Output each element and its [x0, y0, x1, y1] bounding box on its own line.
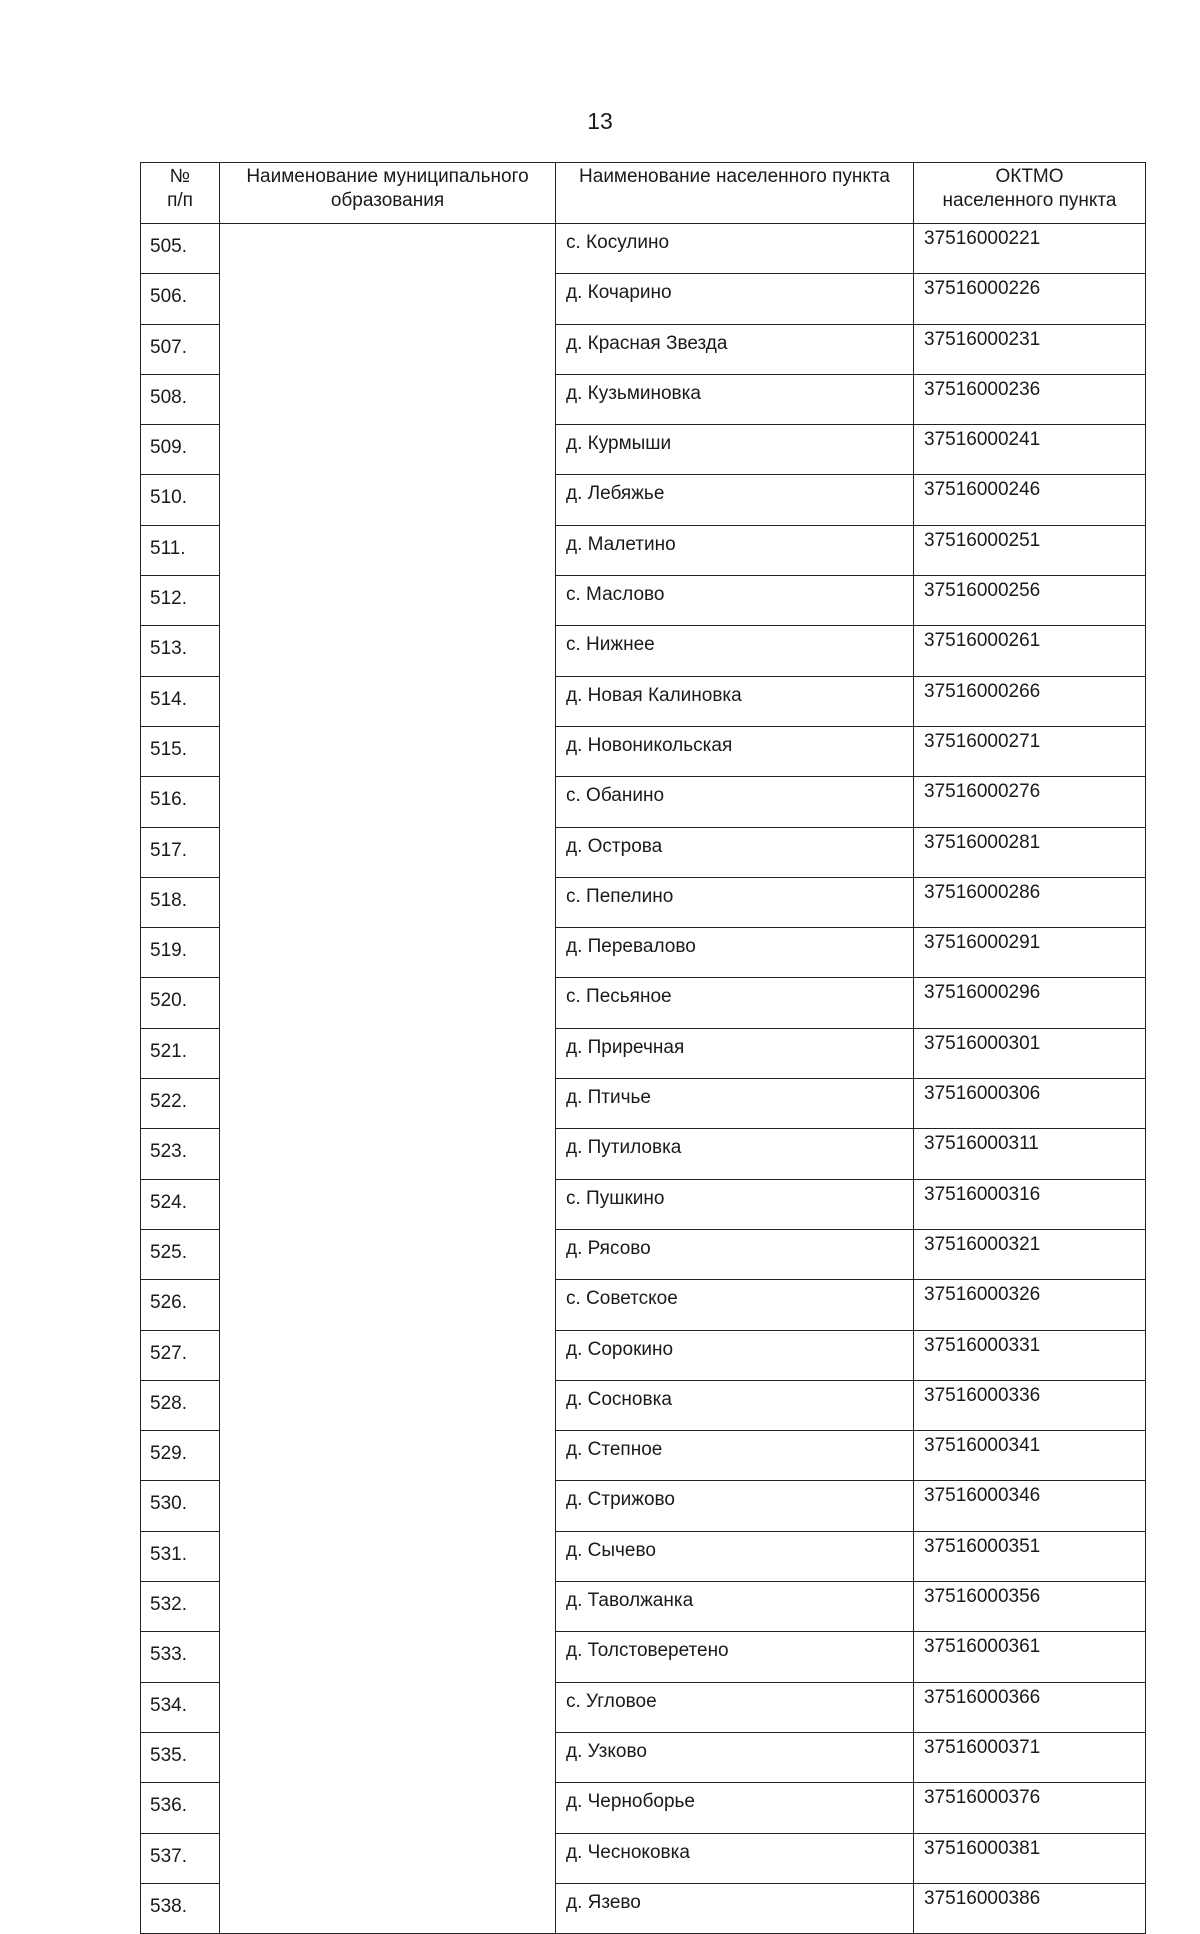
header-municipality-line2: образования: [330, 190, 445, 211]
settlements-table: [140, 162, 1146, 1934]
oktmo-code: 37516000281: [914, 827, 1146, 877]
row-number: 534.: [141, 1682, 220, 1732]
settlement-name: с. Угловое: [556, 1682, 914, 1732]
oktmo-code: 37516000376: [914, 1783, 1146, 1833]
row-number: 506.: [141, 274, 220, 324]
oktmo-code: 37516000291: [914, 928, 1146, 978]
municipality-cell: [220, 224, 556, 1934]
settlement-name: д. Стрижово: [556, 1481, 914, 1531]
row-number: 528.: [141, 1380, 220, 1430]
row-number: 519.: [141, 928, 220, 978]
header-oktmo: [914, 163, 1146, 224]
settlement-name: д. Кузьминовка: [556, 374, 914, 424]
row-number: 512.: [141, 576, 220, 626]
table-row: [141, 224, 1146, 274]
oktmo-code: 37516000256: [914, 576, 1146, 626]
oktmo-code: 37516000351: [914, 1531, 1146, 1581]
header-municipality-line1: Наименование муниципального: [246, 166, 529, 187]
settlement-name: д. Малетино: [556, 525, 914, 575]
settlement-name: д. Таволжанка: [556, 1582, 914, 1632]
oktmo-code: 37516000306: [914, 1079, 1146, 1129]
oktmo-code: 37516000261: [914, 626, 1146, 676]
oktmo-code: 37516000331: [914, 1330, 1146, 1380]
row-number: 536.: [141, 1783, 220, 1833]
row-number: 518.: [141, 877, 220, 927]
header-number-line1: №: [169, 166, 191, 187]
header-settlement: [556, 163, 914, 224]
row-number: 521.: [141, 1028, 220, 1078]
header-oktmo-line1: ОКТМО: [995, 166, 1064, 187]
settlement-name: с. Песьяное: [556, 978, 914, 1028]
row-number: 510.: [141, 475, 220, 525]
oktmo-code: 37516000381: [914, 1833, 1146, 1883]
header-oktmo-line2: населенного пункта: [942, 190, 1117, 211]
row-number: 535.: [141, 1732, 220, 1782]
row-number: 538.: [141, 1883, 220, 1933]
settlement-name: д. Красная Звезда: [556, 324, 914, 374]
table-body: [141, 224, 1146, 1934]
row-number: 516.: [141, 777, 220, 827]
oktmo-code: 37516000366: [914, 1682, 1146, 1732]
row-number: 505.: [141, 224, 220, 274]
settlement-name: д. Перевалово: [556, 928, 914, 978]
settlement-name: д. Сорокино: [556, 1330, 914, 1380]
oktmo-code: 37516000386: [914, 1883, 1146, 1933]
oktmo-code: 37516000336: [914, 1380, 1146, 1430]
settlement-name: с. Маслово: [556, 576, 914, 626]
row-number: 531.: [141, 1531, 220, 1581]
header-number-line2: п/п: [167, 190, 193, 211]
table-header-row: [141, 163, 1146, 224]
oktmo-code: 37516000231: [914, 324, 1146, 374]
oktmo-code: 37516000341: [914, 1431, 1146, 1481]
settlement-name: д. Сосновка: [556, 1380, 914, 1430]
row-number: 515.: [141, 726, 220, 776]
row-number: 529.: [141, 1431, 220, 1481]
row-number: 509.: [141, 425, 220, 475]
settlement-name: с. Косулино: [556, 224, 914, 274]
header-municipality: [220, 163, 556, 224]
oktmo-code: 37516000346: [914, 1481, 1146, 1531]
oktmo-code: 37516000316: [914, 1179, 1146, 1229]
oktmo-code: 37516000311: [914, 1129, 1146, 1179]
oktmo-code: 37516000241: [914, 425, 1146, 475]
header-number: [141, 163, 220, 224]
oktmo-code: 37516000371: [914, 1732, 1146, 1782]
oktmo-code: 37516000226: [914, 274, 1146, 324]
oktmo-code: 37516000296: [914, 978, 1146, 1028]
oktmo-code: 37516000246: [914, 475, 1146, 525]
oktmo-code: 37516000326: [914, 1280, 1146, 1330]
settlement-name: с. Нижнее: [556, 626, 914, 676]
row-number: 527.: [141, 1330, 220, 1380]
row-number: 507.: [141, 324, 220, 374]
settlement-name: д. Кочарино: [556, 274, 914, 324]
settlement-name: д. Новоникольская: [556, 726, 914, 776]
settlement-name: д. Острова: [556, 827, 914, 877]
oktmo-code: 37516000266: [914, 676, 1146, 726]
row-number: 517.: [141, 827, 220, 877]
settlement-name: д. Новая Калиновка: [556, 676, 914, 726]
row-number: 522.: [141, 1079, 220, 1129]
row-number: 511.: [141, 525, 220, 575]
row-number: 525.: [141, 1229, 220, 1279]
settlement-name: с. Советское: [556, 1280, 914, 1330]
settlement-name: д. Курмыши: [556, 425, 914, 475]
row-number: 508.: [141, 374, 220, 424]
settlement-name: д. Рясово: [556, 1229, 914, 1279]
settlement-name: д. Приречная: [556, 1028, 914, 1078]
oktmo-code: 37516000251: [914, 525, 1146, 575]
row-number: 513.: [141, 626, 220, 676]
oktmo-code: 37516000361: [914, 1632, 1146, 1682]
oktmo-code: 37516000271: [914, 726, 1146, 776]
row-number: 530.: [141, 1481, 220, 1531]
row-number: 532.: [141, 1582, 220, 1632]
settlement-name: д. Узково: [556, 1732, 914, 1782]
settlement-name: д. Путиловка: [556, 1129, 914, 1179]
settlement-name: д. Сычево: [556, 1531, 914, 1581]
row-number: 526.: [141, 1280, 220, 1330]
oktmo-code: 37516000286: [914, 877, 1146, 927]
settlement-name: д. Черноборье: [556, 1783, 914, 1833]
oktmo-code: 37516000301: [914, 1028, 1146, 1078]
settlement-name: д. Толстоверетено: [556, 1632, 914, 1682]
oktmo-code: 37516000221: [914, 224, 1146, 274]
settlement-name: д. Чесноковка: [556, 1833, 914, 1883]
header-settlement-text: Наименование населенного пункта: [579, 166, 890, 187]
settlement-name: д. Степное: [556, 1431, 914, 1481]
settlement-name: с. Пушкино: [556, 1179, 914, 1229]
settlement-name: с. Пепелино: [556, 877, 914, 927]
row-number: 520.: [141, 978, 220, 1028]
row-number: 523.: [141, 1129, 220, 1179]
oktmo-code: 37516000276: [914, 777, 1146, 827]
oktmo-code: 37516000321: [914, 1229, 1146, 1279]
row-number: 537.: [141, 1833, 220, 1883]
oktmo-code: 37516000236: [914, 374, 1146, 424]
page-number: 13: [587, 108, 613, 134]
settlement-name: д. Лебяжье: [556, 475, 914, 525]
settlement-name: с. Обанино: [556, 777, 914, 827]
row-number: 514.: [141, 676, 220, 726]
oktmo-code: 37516000356: [914, 1582, 1146, 1632]
row-number: 533.: [141, 1632, 220, 1682]
row-number: 524.: [141, 1179, 220, 1229]
settlement-name: д. Птичье: [556, 1079, 914, 1129]
settlement-name: д. Язево: [556, 1883, 914, 1933]
